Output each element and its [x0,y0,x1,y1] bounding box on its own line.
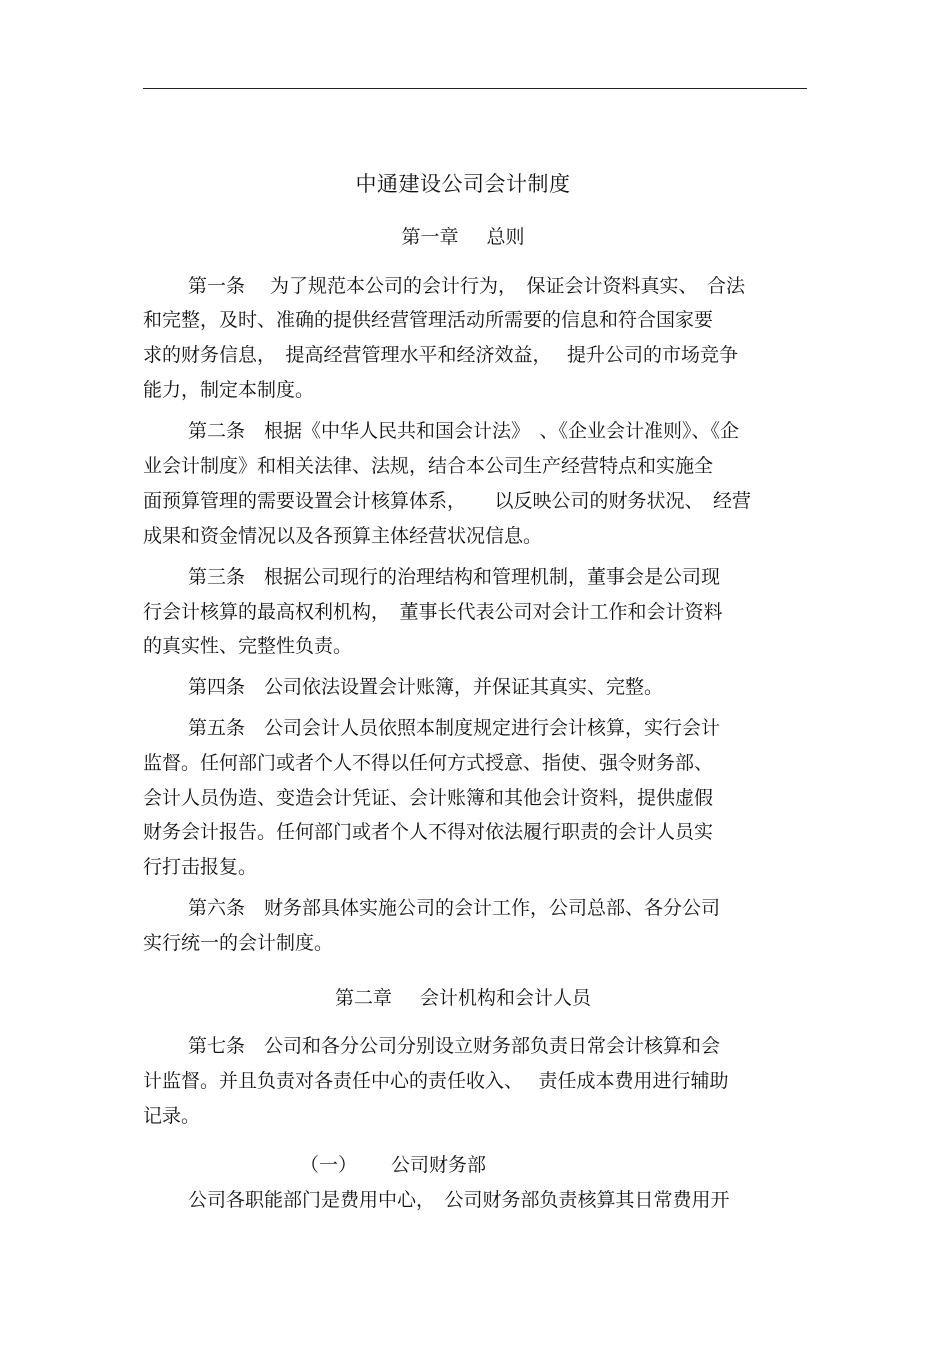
chapter-1-name: 总则 [486,226,525,248]
paragraph-line: 第四条 公司依法设置会计账簿，并保证其真实、完整。 [188,676,664,698]
paragraph-line: 面预算管理的需要设置会计核算体系， 以反映公司的财务状况、 经营 [143,490,752,512]
paragraph-line: 第一条 为了规范本公司的会计行为， 保证会计资料真实、 合法 [188,275,746,297]
chapter-2-number: 第二章 [334,987,392,1009]
paragraph-line: 成果和资金情况以及各预算主体经营状况信息。 [143,525,543,547]
paragraph-line: 第五条 公司会计人员依照本制度规定进行会计核算，实行会计 [188,717,721,739]
paragraph-line: 财务会计报告。任何部门或者个人不得对依法履行职责的会计人员实 [143,821,714,843]
chapter-2-heading [143,983,783,1010]
document-title: 中通建设公司会计制度 [355,172,571,196]
chapter-1-number: 第一章 [401,226,459,248]
paragraph-line: 计监督。并且负责对各责任中心的责任收入、 责任成本费用进行辅助 [143,1070,729,1092]
paragraph-line: 业会计制度》和相关法律、法规，结合本公司生产经营特点和实施全 [143,455,714,477]
paragraph-line: 第二条 根据《中华人民共和国会计法》 、《企业会计准则》、《企 [188,420,740,442]
paragraph-line: 能力，制定本制度。 [143,379,315,401]
chapter-2-name: 会计机构和会计人员 [420,987,592,1009]
paragraph-line: 第三条 根据公司现行的治理结构和管理机制，董事会是公司现 [188,566,721,588]
paragraph-line: 行会计核算的最高权利机构， 董事长代表公司对会计工作和会计资料 [143,601,723,623]
section-1-heading [300,1150,486,1177]
paragraph-line: 公司各职能部门是费用中心， 公司财务部负责核算其日常费用开 [188,1189,730,1211]
paragraph-line: 会计人员伪造、变造会计凭证、会计账簿和其他会计资料，提供虚假 [143,787,714,809]
paragraph-line: 监督。任何部门或者个人不得以任何方式授意、指使、强令财务部、 [143,752,714,774]
paragraph-line: 行打击报复。 [143,856,258,878]
paragraph-line: 第六条 财务部具体实施公司的会计工作，公司总部、各分公司 [188,897,721,919]
paragraph-line: 的真实性、完整性负责。 [143,635,353,657]
paragraph-line: 求的财务信息， 提高经营管理水平和经济效益， 提升公司的市场竞争 [143,344,739,366]
paragraph-line: 和完整，及时、准确的提供经营管理活动所需要的信息和符合国家要 [143,309,714,331]
paragraph-line: 记录。 [143,1105,201,1127]
header-rule [143,88,807,89]
chapter-1-heading [143,222,783,249]
paragraph-line: 第七条 公司和各分公司分别设立财务部负责日常会计核算和会 [188,1035,721,1057]
section-1-name: 公司财务部 [391,1154,487,1176]
paragraph-line: 实行统一的会计制度。 [143,932,334,954]
section-1-number: （一） [300,1154,358,1176]
